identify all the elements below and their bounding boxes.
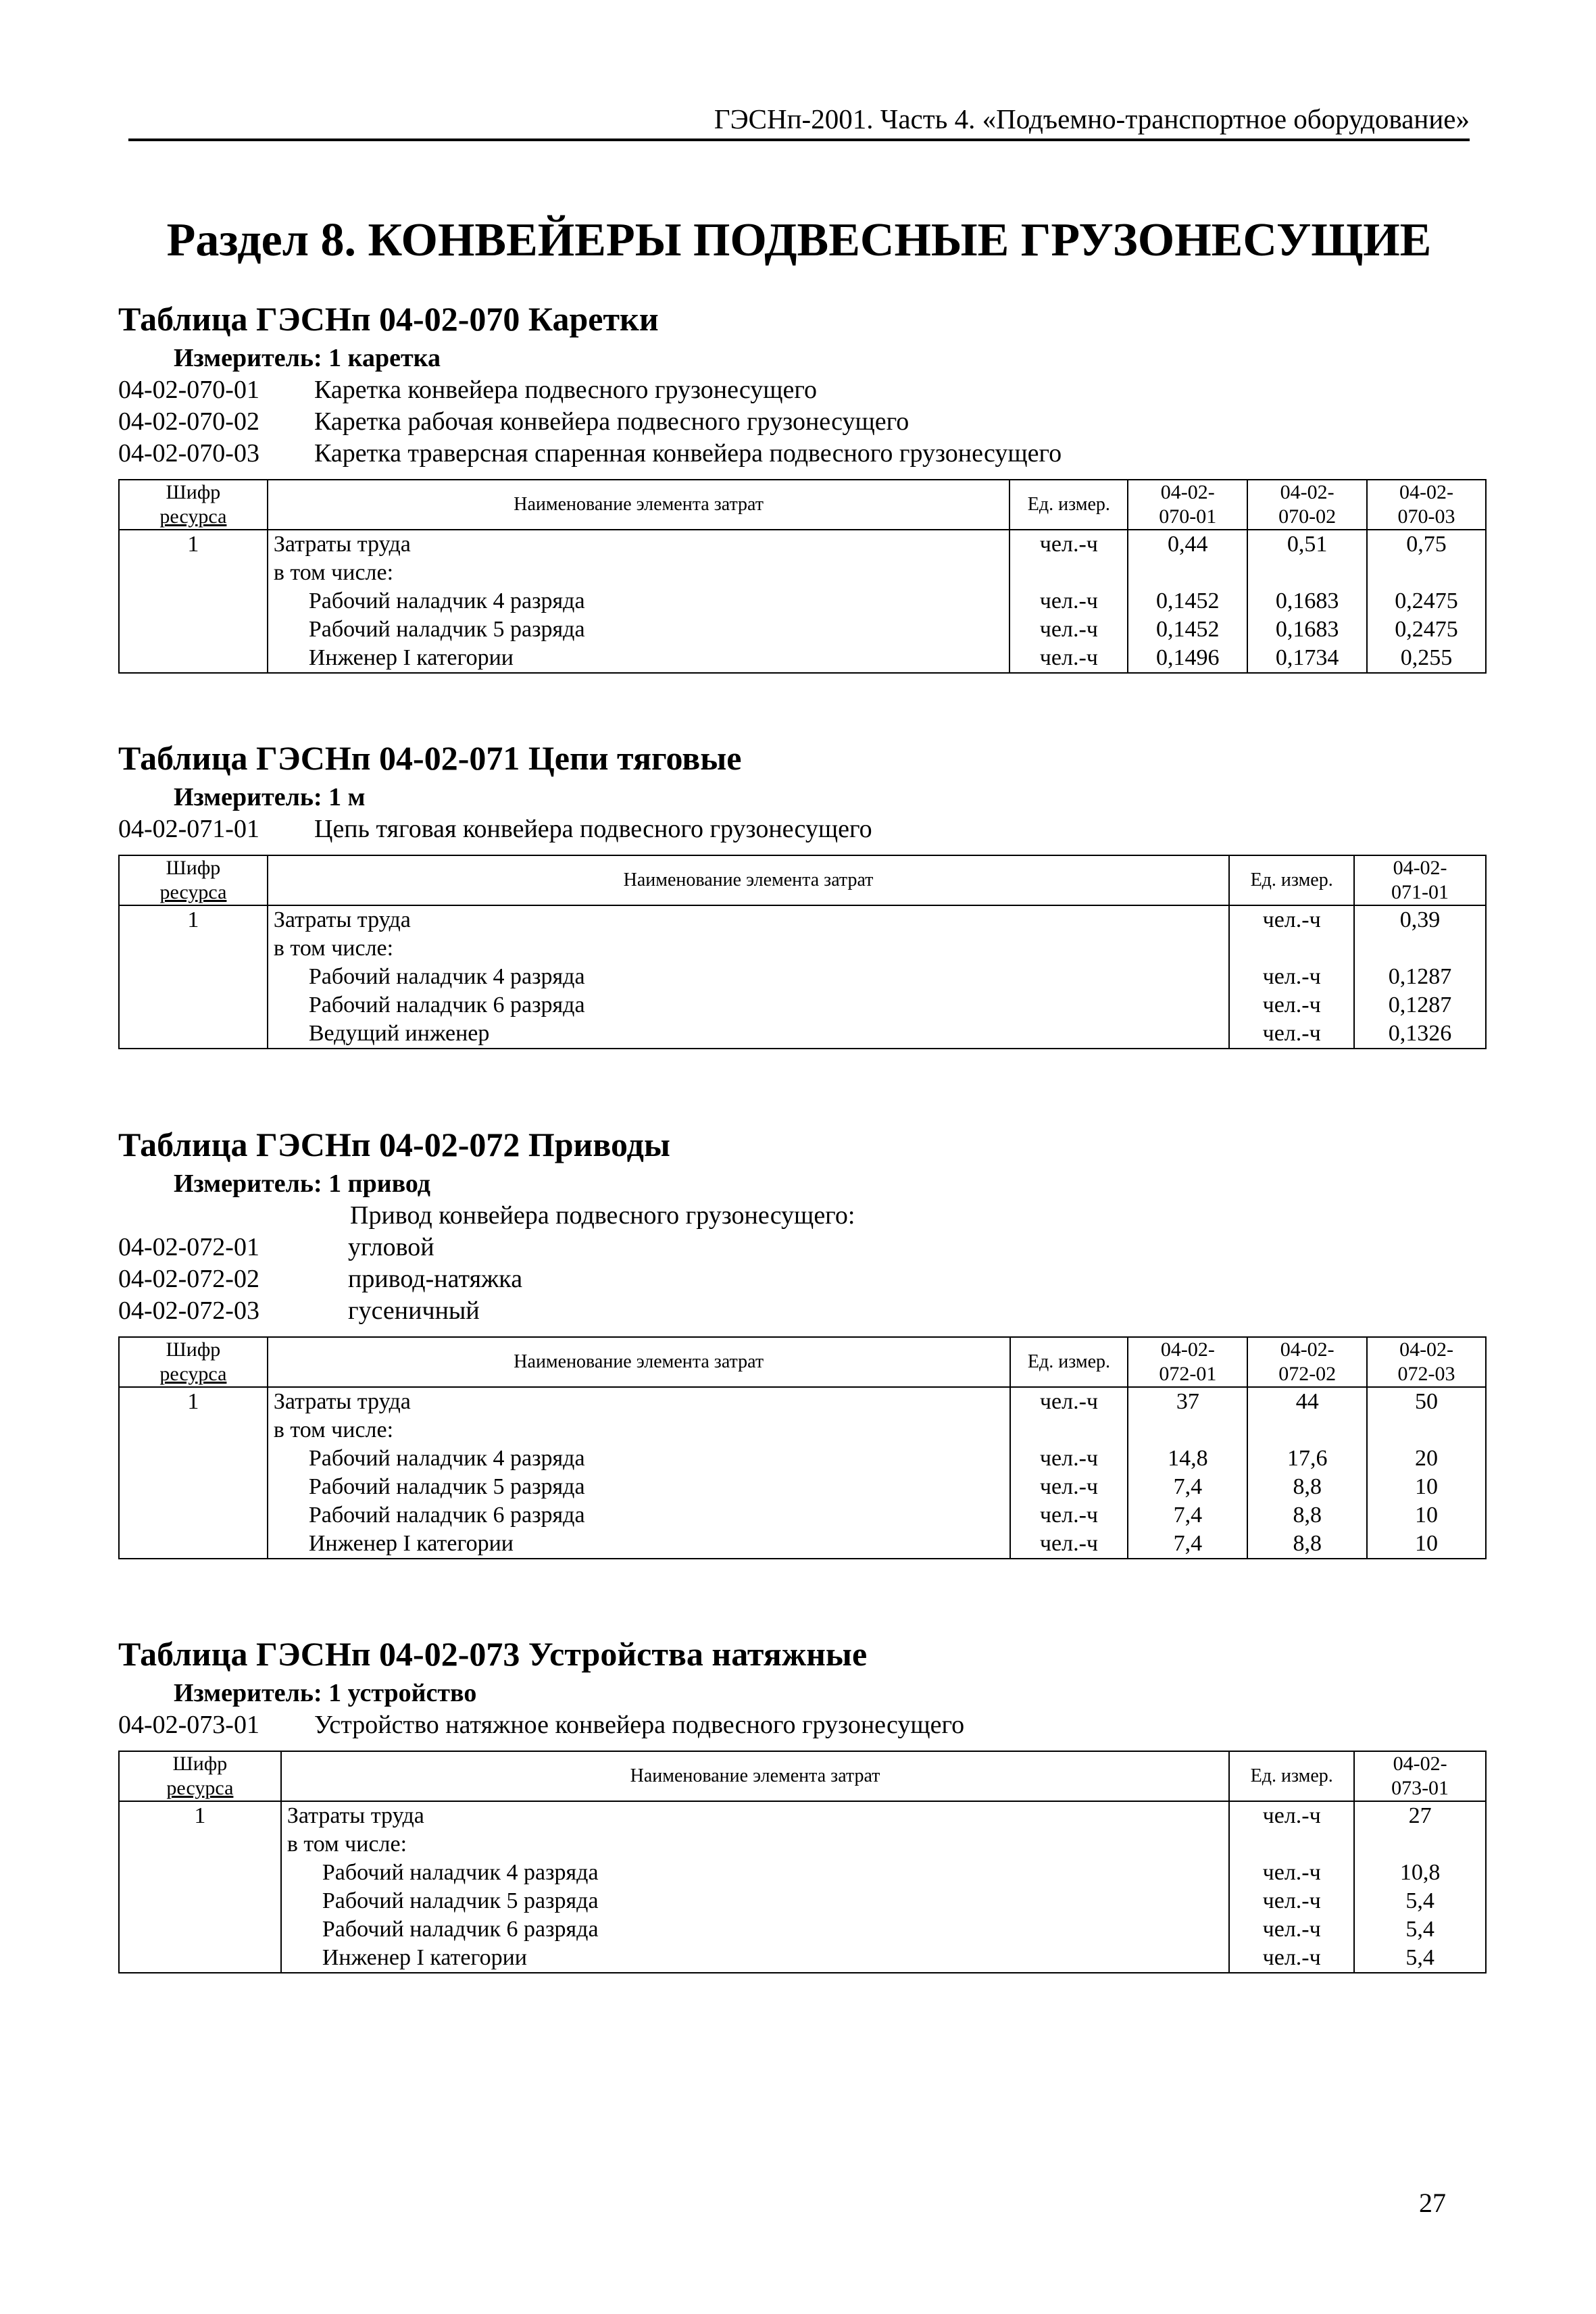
resource-code: 1	[119, 905, 268, 934]
unit-cell: чел.-ч	[1229, 1915, 1354, 1944]
header-norm-line: 072-02	[1278, 1363, 1337, 1385]
resource-code	[119, 644, 268, 673]
unit-cell: чел.-ч	[1010, 1444, 1128, 1473]
norm-block-070	[118, 296, 1487, 674]
cost-element-label: в том числе:	[286, 1832, 407, 1857]
header-norm-line: 072-01	[1159, 1363, 1217, 1385]
header-name: Наименование элемента затрат	[281, 1751, 1229, 1801]
table-row	[119, 991, 1486, 1020]
item-code: 04-02-071-01	[118, 815, 259, 843]
header-code	[119, 855, 268, 905]
item-code: 04-02-072-03	[118, 1297, 259, 1325]
cost-element-label: Рабочий наладчик 5 разряда	[308, 1474, 585, 1499]
item-code: 04-02-070-03	[118, 439, 259, 468]
header-code	[119, 1751, 281, 1801]
resource-code: 1	[119, 1387, 268, 1416]
cost-element-name	[268, 1020, 1229, 1049]
header-code-line: ресурса	[159, 1363, 227, 1385]
header-unit: Ед. измер.	[1229, 1751, 1354, 1801]
cost-element-name	[268, 587, 1010, 615]
item-line	[118, 1232, 1487, 1263]
measure-unit: Измеритель: 1 м	[174, 783, 366, 811]
cost-element-label: Рабочий наладчик 6 разряда	[308, 1503, 585, 1528]
value-cell: 44	[1247, 1387, 1367, 1416]
cost-element-label: в том числе:	[273, 1417, 394, 1442]
value-cell: 5,4	[1354, 1887, 1486, 1915]
item-code: 04-02-072-01	[118, 1233, 259, 1261]
value-cell: 0,1287	[1354, 991, 1486, 1020]
table-row	[119, 1801, 1486, 1830]
cost-element-label: Ведущий инженер	[308, 1021, 490, 1046]
cost-element-name	[268, 644, 1010, 673]
header-norm-line: 073-01	[1391, 1777, 1449, 1799]
measure-unit: Измеритель: 1 привод	[174, 1169, 430, 1198]
value-cell: 0,39	[1354, 905, 1486, 934]
table-row	[119, 559, 1486, 587]
header-code-line: ресурса	[159, 505, 227, 528]
norm-table	[118, 1336, 1487, 1559]
value-cell: 8,8	[1247, 1473, 1367, 1501]
unit-cell: чел.-ч	[1010, 1387, 1128, 1416]
item-text: угловой	[348, 1233, 434, 1261]
header-norm-line: 070-02	[1278, 505, 1337, 528]
item-text: гусеничный	[348, 1297, 480, 1325]
value-cell: 0,1683	[1247, 615, 1367, 644]
unit-cell: чел.-ч	[1009, 530, 1128, 559]
resource-code	[119, 1530, 268, 1559]
value-cell: 8,8	[1247, 1501, 1367, 1530]
measure-unit: Измеритель: 1 каретка	[174, 344, 441, 372]
item-line	[118, 374, 1487, 406]
value-cell	[1247, 1416, 1367, 1444]
value-cell: 0,2475	[1367, 587, 1486, 615]
table-title: Таблица ГЭСНп 04-02-073 Устройства натяжные	[118, 1635, 868, 1673]
resource-code	[119, 1887, 281, 1915]
cost-element-name	[268, 1501, 1010, 1530]
unit-cell: чел.-ч	[1229, 1020, 1354, 1049]
unit-cell: чел.-ч	[1229, 1801, 1354, 1830]
header-norm-line: 072-03	[1397, 1363, 1455, 1385]
header-code-line: ресурса	[159, 881, 227, 903]
cost-element-label: Рабочий наладчик 4 разряда	[308, 588, 585, 613]
resource-code	[119, 587, 268, 615]
header-norm-code	[1354, 1751, 1486, 1801]
value-cell: 10	[1367, 1530, 1486, 1559]
value-cell	[1354, 934, 1486, 963]
resource-code: 1	[119, 530, 268, 559]
header-norm-line: 04-02-	[1393, 857, 1447, 879]
resource-code: 1	[119, 1801, 281, 1830]
header-norm-line: 04-02-	[1280, 481, 1335, 503]
norm-table	[118, 1751, 1487, 1973]
table-row	[119, 1915, 1486, 1944]
value-cell: 10	[1367, 1501, 1486, 1530]
table-header-row	[119, 480, 1486, 530]
item-line	[118, 1263, 1487, 1295]
value-cell: 7,4	[1128, 1473, 1247, 1501]
header-name: Наименование элемента затрат	[268, 1337, 1010, 1387]
value-cell: 0,1452	[1128, 615, 1247, 644]
header-norm-code	[1247, 1337, 1367, 1387]
header-norm-line: 04-02-	[1160, 481, 1215, 503]
unit-cell	[1229, 1830, 1354, 1859]
unit-cell: чел.-ч	[1229, 991, 1354, 1020]
value-cell: 10	[1367, 1473, 1486, 1501]
header-norm-line: 04-02-	[1280, 1338, 1335, 1361]
cost-element-name	[268, 991, 1229, 1020]
header-norm-code	[1354, 855, 1486, 905]
cost-element-name	[281, 1944, 1229, 1973]
header-name: Наименование элемента затрат	[268, 855, 1229, 905]
cost-element-label: Рабочий наладчик 4 разряда	[308, 964, 585, 989]
value-cell: 0,255	[1367, 644, 1486, 673]
header-code-line: Шифр	[166, 481, 221, 503]
resource-code	[119, 963, 268, 991]
value-cell: 20	[1367, 1444, 1486, 1473]
value-cell: 0,1287	[1354, 963, 1486, 991]
table-row	[119, 963, 1486, 991]
header-code-line: Шифр	[166, 1338, 221, 1361]
cost-element-label: Рабочий наладчик 5 разряда	[308, 617, 585, 642]
cost-element-label: Инженер I категории	[322, 1945, 527, 1970]
unit-cell: чел.-ч	[1229, 905, 1354, 934]
table-row	[119, 1501, 1486, 1530]
cost-element-name	[268, 963, 1229, 991]
unit-cell: чел.-ч	[1010, 1530, 1128, 1559]
table-row	[119, 1387, 1486, 1416]
item-line	[118, 406, 1487, 438]
table-title: Таблица ГЭСНп 04-02-072 Приводы	[118, 1126, 670, 1163]
table-row	[119, 1859, 1486, 1887]
header-norm-code	[1367, 1337, 1486, 1387]
table-title: Таблица ГЭСНп 04-02-070 Каретки	[118, 300, 659, 338]
cost-element-name	[268, 905, 1229, 934]
resource-code	[119, 1473, 268, 1501]
header-norm-line: 070-01	[1159, 505, 1217, 528]
value-cell: 0,1326	[1354, 1020, 1486, 1049]
item-line	[118, 1709, 1487, 1741]
unit-cell	[1010, 1416, 1128, 1444]
norm-block-073	[118, 1631, 1487, 1973]
unit-cell: чел.-ч	[1229, 1859, 1354, 1887]
unit-cell: чел.-ч	[1229, 1887, 1354, 1915]
header-norm-line: 04-02-	[1399, 481, 1454, 503]
table-row	[119, 644, 1486, 673]
unit-cell: чел.-ч	[1229, 963, 1354, 991]
table-row	[119, 615, 1486, 644]
resource-code	[119, 1020, 268, 1049]
header-norm-code	[1128, 1337, 1247, 1387]
cost-element-label: Рабочий наладчик 6 разряда	[308, 992, 585, 1017]
item-code: 04-02-072-02	[118, 1265, 259, 1293]
header-norm-code	[1128, 480, 1247, 530]
item-code: 04-02-070-02	[118, 407, 259, 436]
resource-code	[119, 1859, 281, 1887]
header-norm-line: 04-02-	[1160, 1338, 1215, 1361]
value-cell: 10,8	[1354, 1859, 1486, 1887]
item-text: Каретка конвейера подвесного грузонесущего	[314, 376, 818, 404]
value-cell: 37	[1128, 1387, 1247, 1416]
item-text: привод-натяжка	[348, 1265, 523, 1293]
item-line	[118, 813, 1487, 845]
norm-table	[118, 855, 1487, 1049]
value-cell: 5,4	[1354, 1944, 1486, 1973]
header-code-line: ресурса	[166, 1777, 234, 1799]
header-norm-line: 070-03	[1397, 505, 1455, 528]
table-row	[119, 905, 1486, 934]
cost-element-label: в том числе:	[273, 560, 394, 585]
table-row	[119, 934, 1486, 963]
value-cell	[1354, 1830, 1486, 1859]
table-row	[119, 1944, 1486, 1973]
table-header-row	[119, 855, 1486, 905]
unit-cell: чел.-ч	[1229, 1944, 1354, 1973]
table-row	[119, 587, 1486, 615]
unit-cell	[1009, 559, 1128, 587]
unit-cell: чел.-ч	[1010, 1473, 1128, 1501]
header-code	[119, 1337, 268, 1387]
cost-element-label: Рабочий наладчик 4 разряда	[322, 1860, 599, 1885]
value-cell: 5,4	[1354, 1915, 1486, 1944]
header-norm-line: 04-02-	[1393, 1753, 1447, 1775]
value-cell: 0,1496	[1128, 644, 1247, 673]
cost-element-name	[281, 1830, 1229, 1859]
header-code-line: Шифр	[166, 857, 221, 879]
cost-element-name	[268, 615, 1010, 644]
header-norm-code	[1367, 480, 1486, 530]
header-norm-line: 04-02-	[1399, 1338, 1454, 1361]
header-unit: Ед. измер.	[1229, 855, 1354, 905]
cost-element-label: Рабочий наладчик 6 разряда	[322, 1917, 599, 1942]
value-cell	[1367, 1416, 1486, 1444]
section-title: Раздел 8. КОНВЕЙЕРЫ ПОДВЕСНЫЕ ГРУЗОНЕСУЩИЕ	[166, 214, 1432, 266]
cost-element-name	[268, 1473, 1010, 1501]
resource-code	[119, 615, 268, 644]
value-cell	[1128, 559, 1247, 587]
value-cell: 0,44	[1128, 530, 1247, 559]
table-header-row	[119, 1337, 1486, 1387]
header-norm-line: 071-01	[1391, 881, 1449, 903]
value-cell: 27	[1354, 1801, 1486, 1830]
cost-element-label: в том числе:	[273, 936, 394, 961]
cost-element-label: Рабочий наладчик 4 разряда	[308, 1446, 585, 1471]
cost-element-name	[281, 1801, 1229, 1830]
page-number: 27	[1419, 2188, 1446, 2218]
value-cell: 0,1683	[1247, 587, 1367, 615]
header-code-line: Шифр	[172, 1753, 228, 1775]
resource-code	[119, 1444, 268, 1473]
resource-code	[119, 934, 268, 963]
resource-code	[119, 1830, 281, 1859]
item-text: Каретка траверсная спаренная конвейера подвесного грузонесущего	[314, 439, 1062, 468]
value-cell: 8,8	[1247, 1530, 1367, 1559]
resource-code	[119, 1416, 268, 1444]
cost-element-name	[268, 934, 1229, 963]
table-row	[119, 1444, 1486, 1473]
item-text: Цепь тяговая конвейера подвесного грузонесущего	[314, 815, 872, 843]
item-text: Устройство натяжное конвейера подвесного грузонесущего	[314, 1711, 965, 1739]
norm-block-071	[118, 735, 1487, 1049]
unit-cell: чел.-ч	[1009, 615, 1128, 644]
item-line	[118, 1295, 1487, 1327]
unit-cell: чел.-ч	[1009, 644, 1128, 673]
value-cell: 0,1452	[1128, 587, 1247, 615]
cost-element-label: Затраты труда	[286, 1803, 424, 1828]
resource-code	[119, 1944, 281, 1973]
table-row	[119, 1020, 1486, 1049]
cost-element-name	[268, 530, 1010, 559]
unit-cell: чел.-ч	[1009, 587, 1128, 615]
header-code	[119, 480, 268, 530]
cost-element-label: Рабочий наладчик 5 разряда	[322, 1888, 599, 1913]
header-name: Наименование элемента затрат	[268, 480, 1010, 530]
header-unit: Ед. измер.	[1009, 480, 1128, 530]
cost-element-name	[281, 1859, 1229, 1887]
item-code: 04-02-073-01	[118, 1711, 259, 1739]
table-row	[119, 530, 1486, 559]
unit-cell: чел.-ч	[1010, 1501, 1128, 1530]
value-cell	[1367, 559, 1486, 587]
item-intro: Привод конвейера подвесного грузонесущего:	[350, 1201, 855, 1230]
value-cell: 7,4	[1128, 1501, 1247, 1530]
table-row	[119, 1416, 1486, 1444]
cost-element-name	[268, 1387, 1010, 1416]
resource-code	[119, 991, 268, 1020]
value-cell: 50	[1367, 1387, 1486, 1416]
resource-code	[119, 1501, 268, 1530]
value-cell: 0,51	[1247, 530, 1367, 559]
resource-code	[119, 559, 268, 587]
table-header-row	[119, 1751, 1486, 1801]
cost-element-label: Затраты труда	[273, 532, 411, 557]
header-rule	[128, 139, 1470, 141]
table-row	[119, 1887, 1486, 1915]
norm-table	[118, 479, 1487, 674]
cost-element-name	[281, 1887, 1229, 1915]
table-title: Таблица ГЭСНп 04-02-071 Цепи тяговые	[118, 739, 742, 777]
cost-element-name	[281, 1915, 1229, 1944]
header-norm-code	[1247, 480, 1367, 530]
table-row	[119, 1530, 1486, 1559]
value-cell: 0,75	[1367, 530, 1486, 559]
value-cell: 17,6	[1247, 1444, 1367, 1473]
cost-element-name	[268, 559, 1010, 587]
cost-element-label: Затраты труда	[273, 1389, 411, 1414]
table-row	[119, 1830, 1486, 1859]
cost-element-name	[268, 1444, 1010, 1473]
cost-element-label: Инженер I категории	[308, 645, 514, 670]
value-cell	[1128, 1416, 1247, 1444]
item-line	[118, 438, 1487, 470]
cost-element-name	[268, 1416, 1010, 1444]
item-code: 04-02-070-01	[118, 376, 259, 404]
cost-element-label: Инженер I категории	[308, 1531, 514, 1556]
value-cell: 14,8	[1128, 1444, 1247, 1473]
item-text: Каретка рабочая конвейера подвесного грузонесущего	[314, 407, 909, 436]
value-cell: 0,1734	[1247, 644, 1367, 673]
cost-element-name	[268, 1530, 1010, 1559]
value-cell: 7,4	[1128, 1530, 1247, 1559]
header-unit: Ед. измер.	[1010, 1337, 1128, 1387]
running-header: ГЭСНп-2001. Часть 4. «Подъемно-транспортное оборудование»	[714, 103, 1470, 134]
cost-element-label: Затраты труда	[273, 907, 411, 932]
value-cell	[1247, 559, 1367, 587]
table-row	[119, 1473, 1486, 1501]
resource-code	[119, 1915, 281, 1944]
value-cell: 0,2475	[1367, 615, 1486, 644]
norm-block-072	[118, 1122, 1487, 1559]
measure-unit: Измеритель: 1 устройство	[174, 1679, 477, 1707]
unit-cell	[1229, 934, 1354, 963]
